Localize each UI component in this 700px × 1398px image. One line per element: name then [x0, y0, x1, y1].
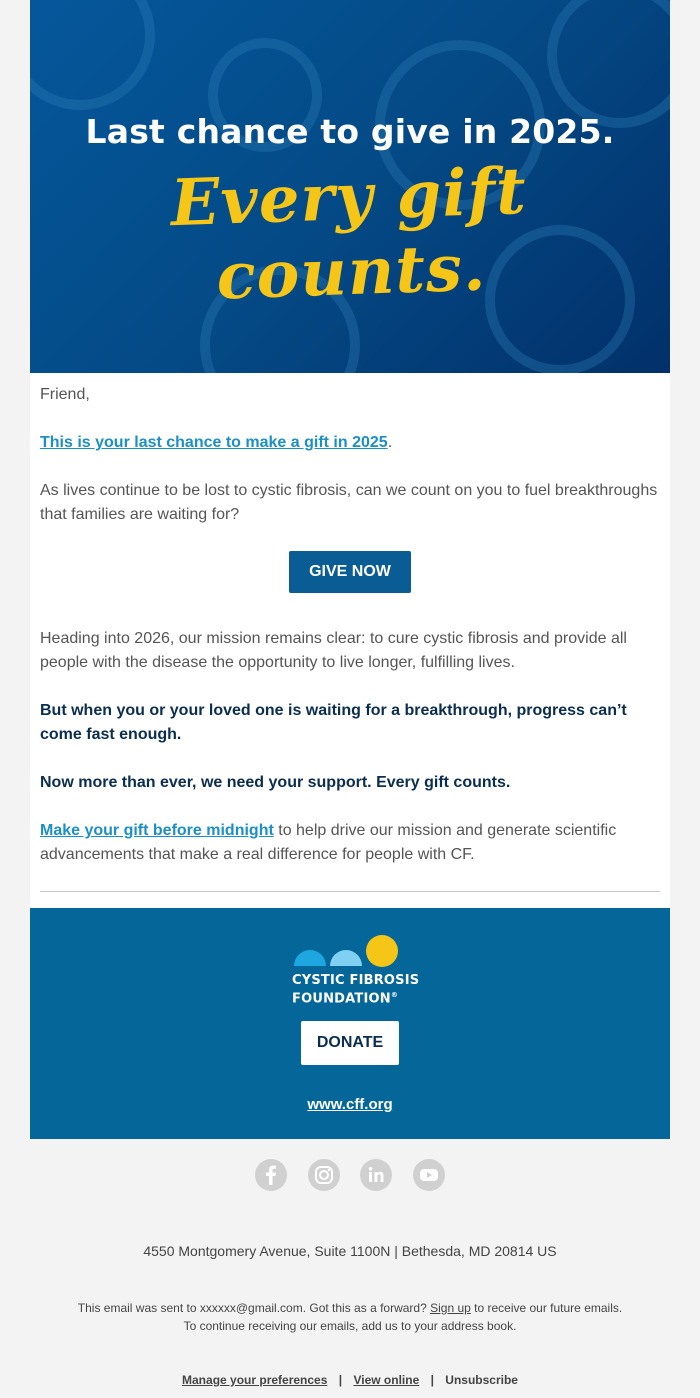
appeal-paragraph: As lives continue to be lost to cystic fibrosis, can we count on you to fuel breakthroughs that families are waiting for?: [40, 482, 658, 523]
cta-row: [40, 551, 660, 593]
closing-text: to help drive our mission and generate scientific advancements that make a real difference for people with CF.: [40, 822, 617, 863]
email-body: [30, 373, 670, 908]
sent-to-line: This email was sent to xxxxxx@gmail.com. Got this as a forward? Sign up to receive our future emails.: [77, 1301, 623, 1315]
footer-banner: [30, 908, 670, 1139]
instagram-icon[interactable]: [308, 1159, 340, 1191]
address-book-line: To continue receiving our emails, add us to your address book.: [183, 1319, 517, 1333]
separator: |: [430, 1373, 434, 1387]
last-chance-link[interactable]: This is your last chance to make a gift in 2025: [40, 434, 388, 451]
logo-line-2: FOUNDATION®: [292, 991, 399, 1007]
logo-circles-icon: [292, 934, 422, 974]
closing-paragraph: [40, 819, 660, 867]
hero-script-text: Every gift counts.: [169, 153, 528, 315]
signup-link[interactable]: Sign up: [430, 1301, 471, 1315]
unsubscribe-link[interactable]: Unsubscribe: [445, 1373, 518, 1387]
view-online-link[interactable]: View online: [353, 1373, 420, 1387]
logo-text: [292, 973, 419, 1006]
linkedin-icon[interactable]: [360, 1159, 392, 1191]
hero-banner: [30, 0, 670, 373]
cff-logo[interactable]: [292, 934, 422, 1007]
donate-button[interactable]: DONATE: [301, 1021, 399, 1065]
make-gift-link[interactable]: Make your gift before midnight: [40, 822, 274, 839]
footer-links: [30, 1373, 670, 1387]
youtube-icon[interactable]: [413, 1159, 445, 1191]
last-chance-paragraph: [40, 431, 660, 455]
website-link[interactable]: www.cff.org: [307, 1096, 393, 1113]
give-now-button[interactable]: GIVE NOW: [289, 551, 411, 593]
period: .: [387, 434, 393, 451]
social-icons: [30, 1139, 670, 1211]
manage-preferences-link[interactable]: Manage your preferences: [182, 1373, 328, 1387]
email-container: [30, 0, 670, 1387]
hero-headline: Last chance to give in 2025.: [85, 112, 615, 151]
bold-paragraph-2: Now more than ever, we need your support. Every gift counts.: [40, 774, 511, 791]
bold-paragraph-1: But when you or your loved one is waiting for a breakthrough, progress can’t come fast enough.: [40, 702, 627, 743]
separator: |: [338, 1373, 343, 1387]
mailing-address: 4550 Montgomery Avenue, Suite 1100N | Bethesda, MD 20814 US: [143, 1243, 557, 1259]
greeting: Friend,: [40, 386, 90, 403]
facebook-icon[interactable]: [255, 1159, 287, 1191]
mission-paragraph: Heading into 2026, our mission remains clear: to cure cystic fibrosis and provide all people with the disease the opportunity to live longer, fulfilling lives.: [40, 630, 627, 671]
logo-line-1: CYSTIC FIBROSIS: [292, 973, 420, 988]
legal-text: [30, 1299, 670, 1335]
